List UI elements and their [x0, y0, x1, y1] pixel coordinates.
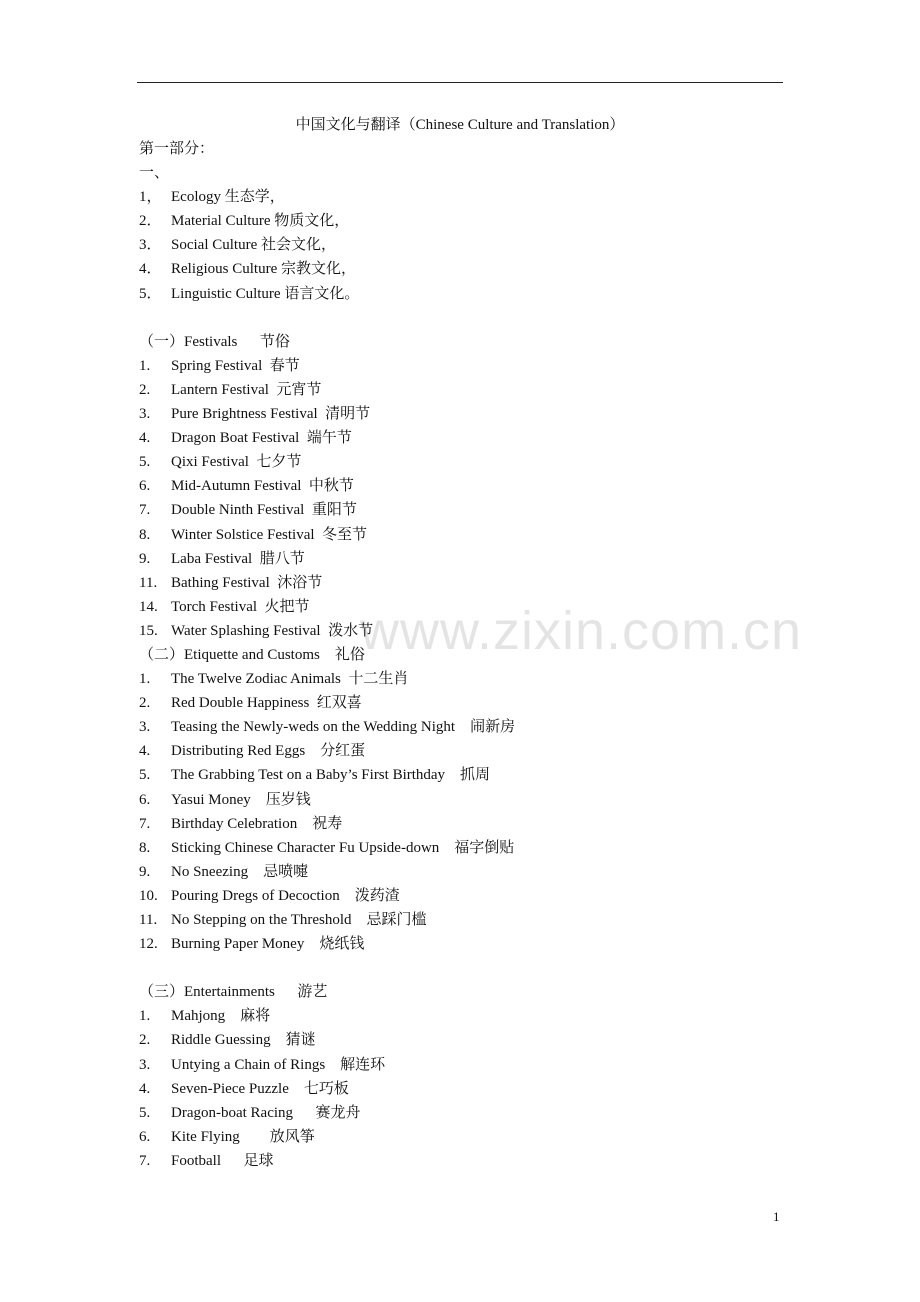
- item-text: Mid-Autumn Festival 中秋节: [171, 478, 354, 495]
- list-item: [139, 932, 779, 956]
- list-item: [139, 257, 779, 281]
- item-text: Spring Festival 春节: [171, 357, 300, 374]
- item-text: Teasing the Newly-weds on the Wedding Night 闹新房: [171, 719, 516, 736]
- document-title: 中国文化与翻译（Chinese Culture and Translation）: [295, 117, 625, 133]
- item-number: 12.: [139, 936, 158, 953]
- item-text: Mahjong 麻将: [171, 1008, 271, 1025]
- item-text: Riddle Guessing 猜谜: [171, 1032, 316, 1049]
- list-item: [139, 908, 779, 932]
- item-text: Pouring Dregs of Decoction 泼药渣: [171, 887, 400, 904]
- item-text: Material Culture 物质文化，: [171, 213, 350, 230]
- item-text: Seven-Piece Puzzle 七巧板: [171, 1080, 349, 1097]
- item-number: 14.: [139, 598, 158, 615]
- item-text: No Sneezing 忌喷嚏: [171, 863, 309, 880]
- section-heading: [139, 330, 779, 354]
- heading-text: Entertainments 游艺: [184, 984, 328, 1001]
- list-item: [139, 1125, 779, 1149]
- list-item: [139, 185, 779, 209]
- item-number: 3.: [139, 406, 151, 423]
- list-item: [139, 619, 779, 643]
- item-number: 2．: [139, 213, 162, 230]
- item-number: 4.: [139, 743, 151, 760]
- list-item: [139, 209, 779, 233]
- item-number: 6.: [139, 791, 151, 808]
- list-item: [139, 450, 779, 474]
- item-text: Yasui Money 压岁钱: [171, 791, 311, 808]
- item-number: 7.: [139, 815, 151, 832]
- list-item: [139, 523, 779, 547]
- item-text: Sticking Chinese Character Fu Upside-down 福字倒贴: [171, 839, 515, 856]
- watermark: www.zixin.com.cn: [360, 601, 803, 661]
- section-one-label: 一、: [139, 165, 170, 182]
- item-number: 3.: [139, 1056, 151, 1073]
- list-item: [139, 402, 779, 426]
- item-text: Winter Solstice Festival 冬至节: [171, 526, 368, 543]
- heading-text: Festivals 节俗: [184, 333, 290, 350]
- list-item: [139, 860, 779, 884]
- item-number: 5.: [139, 454, 151, 471]
- item-text: Dragon-boat Racing 赛龙舟: [171, 1104, 361, 1121]
- item-text: Laba Festival 腊八节: [171, 550, 305, 567]
- list-item: [139, 1101, 779, 1125]
- list-item: [139, 426, 779, 450]
- item-text: No Stepping on the Threshold 忌踩门槛: [171, 912, 427, 928]
- item-text: Pure Brightness Festival 清明节: [171, 406, 371, 423]
- item-number: 5.: [139, 767, 151, 784]
- list-item: [139, 595, 779, 619]
- item-number: 3.: [139, 719, 151, 736]
- list-item: [139, 836, 779, 860]
- item-number: 4.: [139, 430, 151, 447]
- etiquette-section: [139, 643, 779, 956]
- item-text: Social Culture 社会文化，: [171, 237, 336, 254]
- item-text: Kite Flying 放风筝: [171, 1128, 315, 1145]
- list-item: [139, 378, 779, 402]
- part-label: 第一部分：: [139, 141, 215, 157]
- item-number: 1.: [139, 1008, 151, 1025]
- item-text: Torch Festival 火把节: [171, 598, 310, 615]
- list-item: [139, 1004, 779, 1028]
- item-text: Linguistic Culture 语言文化。: [171, 285, 360, 302]
- item-number: 7.: [139, 1152, 151, 1169]
- list-item: [139, 1077, 779, 1101]
- item-number: 5．: [139, 285, 162, 302]
- list-item: [139, 691, 779, 715]
- list-item: [139, 812, 779, 836]
- heading-number: （一）: [139, 333, 185, 350]
- item-text: Ecology 生态学，: [171, 189, 285, 206]
- list-item: [139, 1028, 779, 1052]
- item-number: 9.: [139, 550, 151, 567]
- list-item: [139, 739, 779, 763]
- item-text: Dragon Boat Festival 端午节: [171, 430, 352, 447]
- page-number: 1: [773, 1209, 780, 1224]
- item-number: 1.: [139, 671, 151, 688]
- list-item: [139, 282, 779, 306]
- item-number: 2.: [139, 381, 151, 398]
- item-number: 3．: [139, 237, 162, 254]
- item-number: 1.: [139, 357, 151, 374]
- list-item: [139, 354, 779, 378]
- item-text: The Grabbing Test on a Baby’s First Birthday 抓周: [171, 767, 491, 784]
- item-number: 9.: [139, 863, 151, 880]
- list-item: [139, 1149, 779, 1173]
- list-item: [139, 715, 779, 739]
- festivals-section: [139, 330, 779, 643]
- item-number: 11.: [139, 574, 158, 591]
- item-number: 8.: [139, 526, 151, 543]
- list-item: [139, 788, 779, 812]
- item-number: 8.: [139, 839, 151, 856]
- item-text: Double Ninth Festival 重阳节: [171, 502, 357, 519]
- list-item: [139, 763, 779, 787]
- item-text: Red Double Happiness 红双喜: [171, 695, 362, 712]
- list-item: [139, 474, 779, 498]
- section-heading: [139, 643, 779, 667]
- culture-list: [139, 185, 779, 305]
- item-number: 10.: [139, 887, 158, 904]
- list-item: [139, 498, 779, 522]
- item-number: 5.: [139, 1104, 151, 1121]
- item-number: 4．: [139, 261, 162, 278]
- heading-text: Etiquette and Customs 礼俗: [184, 646, 365, 663]
- document-body: [139, 137, 803, 1173]
- list-item: [139, 1053, 779, 1077]
- section-heading: [139, 980, 779, 1004]
- item-text: Bathing Festival 沐浴节: [171, 574, 323, 591]
- item-text: Lantern Festival 元宵节: [171, 381, 322, 398]
- list-item: [139, 571, 779, 595]
- item-text: The Twelve Zodiac Animals 十二生肖: [171, 671, 409, 688]
- header-rule: [137, 82, 783, 83]
- item-text: Qixi Festival 七夕节: [171, 454, 302, 471]
- list-item: [139, 547, 779, 571]
- item-text: Football 足球: [171, 1152, 274, 1169]
- item-text: Birthday Celebration 祝寿: [171, 815, 343, 832]
- item-number: 1，: [139, 189, 162, 206]
- list-item: [139, 884, 779, 908]
- item-number: 11.: [139, 912, 158, 928]
- item-text: Untying a Chain of Rings 解连环: [171, 1056, 386, 1073]
- list-item: [139, 667, 779, 691]
- list-item: [139, 233, 779, 257]
- item-number: 6.: [139, 1128, 151, 1145]
- item-text: Burning Paper Money 烧纸钱: [171, 936, 365, 953]
- heading-number: （二）: [139, 646, 185, 663]
- item-text: Distributing Red Eggs 分红蛋: [171, 743, 366, 760]
- item-text: Water Splashing Festival 泼水节: [171, 622, 374, 639]
- item-number: 7.: [139, 502, 151, 519]
- entertainments-section: [139, 980, 779, 1173]
- item-number: 6.: [139, 478, 151, 495]
- item-number: 4.: [139, 1080, 151, 1097]
- item-number: 2.: [139, 695, 151, 712]
- item-number: 15.: [139, 622, 158, 639]
- item-text: Religious Culture 宗教文化，: [171, 261, 356, 278]
- heading-number: （三）: [139, 984, 185, 1001]
- item-number: 2.: [139, 1032, 151, 1049]
